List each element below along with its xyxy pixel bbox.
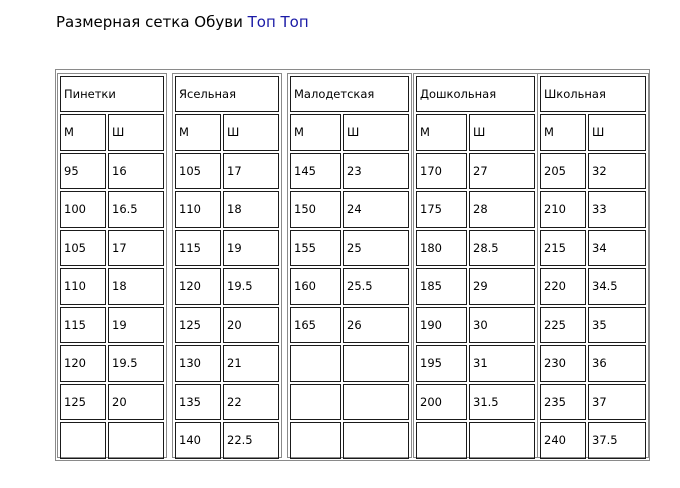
column-header-sh: Ш: [469, 114, 535, 151]
page-title: [56, 12, 309, 32]
size-cell-m: 230: [540, 345, 586, 382]
size-cell-sh: 27: [469, 153, 535, 190]
size-group-title: Пинетки: [60, 76, 164, 112]
size-cell-m: [60, 422, 106, 459]
size-cell-m: 205: [540, 153, 586, 190]
size-cell-sh: [469, 422, 535, 459]
size-cell-sh: 25: [343, 230, 409, 267]
size-cell-sh: 16: [108, 153, 164, 190]
size-group: [413, 73, 538, 458]
size-cell-sh: 28: [469, 191, 535, 228]
size-cell-sh: 19.5: [108, 345, 164, 382]
size-cell-m: 125: [60, 384, 106, 421]
size-cell-m: 120: [175, 268, 221, 305]
size-cell-sh: 37: [588, 384, 646, 421]
size-cell-m: 200: [416, 384, 467, 421]
size-cell-sh: 16.5: [108, 191, 164, 228]
size-cell-m: 190: [416, 307, 467, 344]
size-cell-m: 240: [540, 422, 586, 459]
size-cell-sh: 18: [108, 268, 164, 305]
size-cell-m: 115: [60, 307, 106, 344]
size-group: [537, 73, 649, 458]
size-cell-m: 225: [540, 307, 586, 344]
size-cell-sh: 30: [469, 307, 535, 344]
size-cell-sh: 35: [588, 307, 646, 344]
size-cell-sh: 29: [469, 268, 535, 305]
size-cell-m: 115: [175, 230, 221, 267]
size-cell-sh: 22.5: [223, 422, 279, 459]
size-cell-sh: [108, 422, 164, 459]
size-cell-m: 215: [540, 230, 586, 267]
size-chart-table: [55, 69, 650, 461]
size-group-title: Дошкольная: [416, 76, 535, 112]
size-cell-sh: 23: [343, 153, 409, 190]
size-cell-m: 175: [416, 191, 467, 228]
column-header-m: М: [540, 114, 586, 151]
size-cell-sh: 17: [223, 153, 279, 190]
size-cell-m: [290, 345, 341, 382]
size-cell-sh: [343, 422, 409, 459]
page-title-text: Размерная сетка Обуви: [56, 13, 243, 31]
size-cell-sh: [343, 384, 409, 421]
size-cell-m: 155: [290, 230, 341, 267]
size-cell-sh: 28.5: [469, 230, 535, 267]
size-cell-sh: 20: [223, 307, 279, 344]
size-cell-m: 110: [60, 268, 106, 305]
size-group: [287, 73, 412, 458]
size-cell-m: 210: [540, 191, 586, 228]
size-cell-m: 120: [60, 345, 106, 382]
size-cell-m: 135: [175, 384, 221, 421]
size-cell-sh: 22: [223, 384, 279, 421]
size-cell-m: 140: [175, 422, 221, 459]
size-group: [57, 73, 167, 458]
size-cell-m: [290, 384, 341, 421]
size-cell-m: 180: [416, 230, 467, 267]
size-cell-m: [290, 422, 341, 459]
size-cell-m: 130: [175, 345, 221, 382]
size-cell-sh: 19: [223, 230, 279, 267]
size-cell-m: 100: [60, 191, 106, 228]
size-cell-sh: 32: [588, 153, 646, 190]
size-cell-m: 185: [416, 268, 467, 305]
size-cell-m: 195: [416, 345, 467, 382]
size-cell-sh: 33: [588, 191, 646, 228]
column-header-sh: Ш: [343, 114, 409, 151]
size-cell-sh: 18: [223, 191, 279, 228]
size-cell-m: [416, 422, 467, 459]
size-cell-sh: 34: [588, 230, 646, 267]
size-cell-m: 145: [290, 153, 341, 190]
size-cell-sh: 19: [108, 307, 164, 344]
size-cell-sh: [343, 345, 409, 382]
size-cell-sh: 36: [588, 345, 646, 382]
size-cell-sh: 37.5: [588, 422, 646, 459]
column-header-m: М: [175, 114, 221, 151]
size-cell-m: 125: [175, 307, 221, 344]
size-cell-sh: 17: [108, 230, 164, 267]
size-cell-sh: 19.5: [223, 268, 279, 305]
size-cell-m: 170: [416, 153, 467, 190]
column-header-m: М: [290, 114, 341, 151]
size-group-title: Школьная: [540, 76, 646, 112]
size-cell-m: 165: [290, 307, 341, 344]
size-cell-m: 95: [60, 153, 106, 190]
column-header-sh: Ш: [223, 114, 279, 151]
size-group: [172, 73, 282, 458]
size-cell-m: 160: [290, 268, 341, 305]
size-cell-sh: 24: [343, 191, 409, 228]
column-header-m: М: [416, 114, 467, 151]
size-group-title: Ясельная: [175, 76, 279, 112]
column-header-m: М: [60, 114, 106, 151]
size-cell-sh: 31.5: [469, 384, 535, 421]
size-group-title: Малодетская: [290, 76, 409, 112]
column-header-sh: Ш: [108, 114, 164, 151]
size-cell-m: 235: [540, 384, 586, 421]
size-cell-sh: 21: [223, 345, 279, 382]
size-cell-sh: 20: [108, 384, 164, 421]
size-cell-m: 150: [290, 191, 341, 228]
column-header-sh: Ш: [588, 114, 646, 151]
size-cell-m: 105: [60, 230, 106, 267]
size-cell-sh: 31: [469, 345, 535, 382]
size-cell-m: 220: [540, 268, 586, 305]
brand-link[interactable]: Топ Топ: [247, 13, 309, 31]
size-cell-sh: 34.5: [588, 268, 646, 305]
size-cell-sh: 26: [343, 307, 409, 344]
size-cell-m: 105: [175, 153, 221, 190]
size-cell-sh: 25.5: [343, 268, 409, 305]
size-cell-m: 110: [175, 191, 221, 228]
